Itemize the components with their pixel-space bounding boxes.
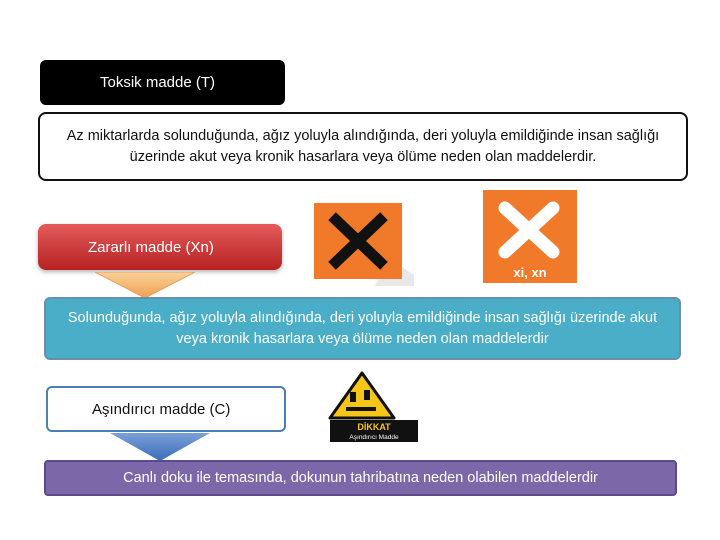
toxic-substance-title-text: Toksik madde (T) (100, 74, 216, 91)
corrosive-substance-description (44, 460, 677, 496)
harmful-substance-description (44, 297, 681, 360)
down-arrow-icon (110, 433, 210, 461)
corrosive-sign-subtitle: Aşındırıcı Madde (349, 434, 399, 441)
corrosive-substance-title-text: Aşındırıcı madde (C) (92, 400, 231, 418)
corrosive-substance-title (46, 386, 286, 432)
corrosive-substance-description-text: Canlı doku ile temasında, dokunun tahribatına neden olabilen maddelerdir (123, 470, 598, 486)
toxic-substance-description (38, 112, 688, 181)
corrosive-warning-sign-icon (324, 370, 432, 448)
irritant-x-symbol-icon (483, 190, 577, 283)
harmful-substance-description-text: Solunduğunda, ağız yoluyla alındığında, deri yoluyla emildiğinde insan sağlığı üzerinde akut veya kronik hasarlara veya ölüme neden olan maddelerdir (67, 309, 658, 347)
toxic-substance-title (40, 60, 285, 105)
harmful-substance-title-text: Zararlı madde (Xn) (88, 238, 214, 256)
down-arrow-icon (95, 272, 195, 298)
xn-symbol-label: xi, xn (513, 265, 547, 280)
corrosive-sign-title: DİKKAT (357, 422, 391, 432)
toxic-substance-description-text: Az miktarlarda solunduğunda, ağız yoluyla alındığında, deri yoluyla emildiğinde insan sağlığı üzerinde akut veya kronik hasarlara veya ölüme neden olan maddelerdir. (66, 127, 660, 165)
harmful-x-symbol-icon (314, 203, 414, 286)
harmful-substance-title (38, 224, 282, 270)
